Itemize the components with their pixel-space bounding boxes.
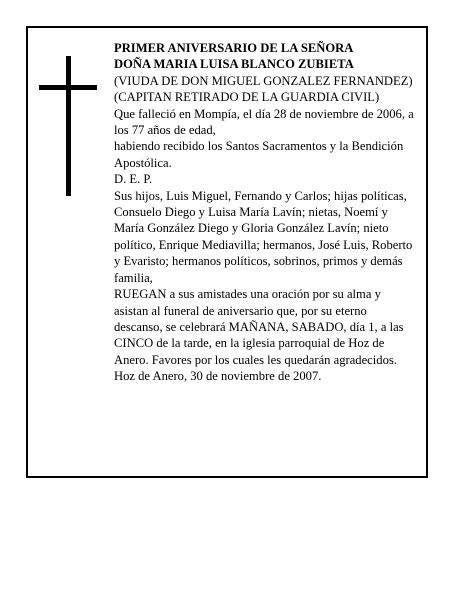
request-paragraph bbox=[114, 286, 418, 368]
cross-icon-bar bbox=[39, 85, 97, 90]
heading-line-2: DOÑA MARIA LUISA BLANCO ZUBIETA bbox=[114, 57, 354, 72]
request-lead: RUEGAN bbox=[114, 287, 167, 302]
heading-line-1: PRIMER ANIVERSARIO DE LA SEÑORA bbox=[114, 41, 354, 55]
cross-icon bbox=[66, 56, 71, 196]
family-list: Sus hijos, Luis Miguel, Fernando y Carlos; hijas políticas, Consuelo Diego y Luisa María Lavín; nietas, Noemí y María González Diego y Gloria González Lavín; nieto político, Enrique Mediavilla; hermanos, José Luis, Roberto y Evaristo; hermanos políticos, sobrinos, primos y demás familia, bbox=[114, 188, 413, 285]
sacraments-info: habiendo recibido los Santos Sacramentos y la Bendición Apostólica. bbox=[114, 139, 404, 170]
dep-line: D. E. P. bbox=[114, 172, 153, 187]
obituary-text-block bbox=[114, 40, 418, 385]
place-date: Hoz de Anero, 30 de noviembre de 2007. bbox=[114, 369, 322, 384]
widow-info: (VIUDA DE DON MIGUEL GONZALEZ FERNANDEZ) (CAPITAN RETIRADO DE LA GUARDIA CIVIL) bbox=[114, 73, 413, 105]
death-info: Que falleció en Mompía, el día 28 de noviembre de 2006, a los 77 años de edad, bbox=[114, 106, 414, 138]
request-body: a sus amistades una oración por su alma y asistan al funeral de aniversario que, por su eterno descanso, se celebrará MAÑANA, SABADO, día 1, a las CINCO de la tarde, en la iglesia parroquial de Hoz de Anero. Favores por los cuales les quedarán agradecidos. bbox=[114, 287, 404, 367]
